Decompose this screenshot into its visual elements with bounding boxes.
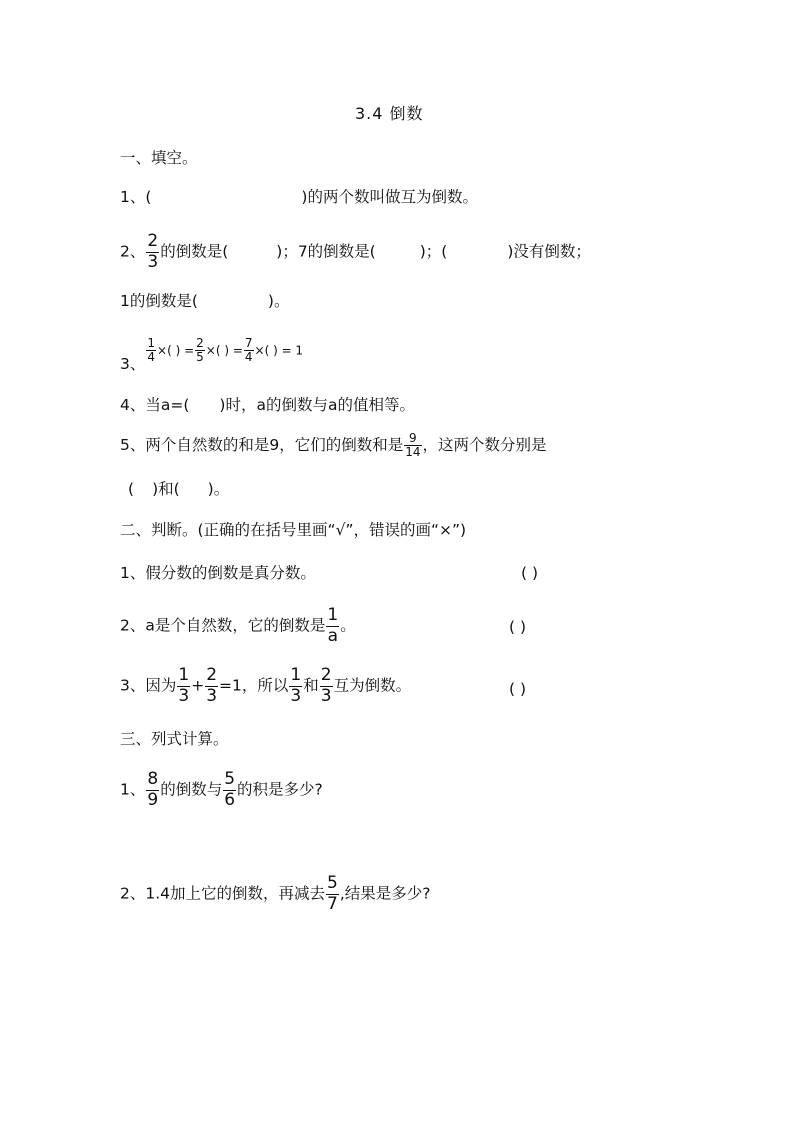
section-calc-heading: 三、列式计算。 bbox=[120, 730, 229, 748]
calc-question-2: 2、1.4加上它的倒数，再减去 $\frac{5}{7}$ ,结果是多少? bbox=[120, 873, 431, 914]
fill-question-2: 2、 $\frac{2}{3}$ 的倒数是( )；7的倒数是( )；( )没有倒数； bbox=[120, 231, 591, 272]
section-fill-heading: 一、填空。 bbox=[120, 149, 198, 167]
judge-question-2: 2、a是个自然数，它的倒数是 $\frac{1}{a}$ 。 bbox=[120, 605, 356, 646]
judge-answer-paren-2: ( ) bbox=[509, 618, 527, 636]
fill-question-5: 5、两个自然数的和是9，它们的倒数和是 $\frac{9}{14}$ ，这两个数分别是 bbox=[120, 431, 547, 460]
judge-answer-paren-1: ( ) bbox=[521, 564, 539, 582]
fill-question-3: 3、 $\frac{1}{4}$ ×( ) = $\frac{2}{5}$ ×( ) = $\frac{7}{4}$ ×( ) = 1 bbox=[120, 336, 304, 374]
fill-question-1: 1、( )的两个数叫做互为倒数。 bbox=[120, 188, 478, 206]
fraction-two-thirds: $\frac{2}{3}$ bbox=[147, 231, 159, 272]
fraction-nine-fourteenths: $\frac{9}{14}$ bbox=[405, 431, 421, 460]
judge-question-1: 1、假分数的倒数是真分数。 bbox=[120, 564, 316, 582]
fill-question-2-line2: 1的倒数是( )。 bbox=[120, 292, 290, 310]
fraction-one-over-a: $\frac{1}{a}$ bbox=[327, 605, 339, 646]
fill-question-4: 4、当a=( )时，a的倒数与a的值相等。 bbox=[120, 396, 415, 414]
page-title: 3.4 倒数 bbox=[355, 104, 424, 123]
calc-question-1: 1、 $\frac{8}{9}$ 的倒数与 $\frac{5}{6}$ 的积是多少? bbox=[120, 769, 323, 810]
fill-question-5-line2: ( )和( )。 bbox=[128, 480, 230, 498]
judge-answer-paren-3: ( ) bbox=[509, 680, 527, 698]
judge-question-3: 3、因为 $\frac{1}{3}$ + $\frac{2}{3}$ =1，所以 $\frac{1}{3}$ 和 $\frac{2}{3}$ 互为倒数。 bbox=[120, 665, 412, 706]
section-judge-heading: 二、判断。(正确的在括号里画“√”，错误的画“×”) bbox=[120, 521, 467, 539]
